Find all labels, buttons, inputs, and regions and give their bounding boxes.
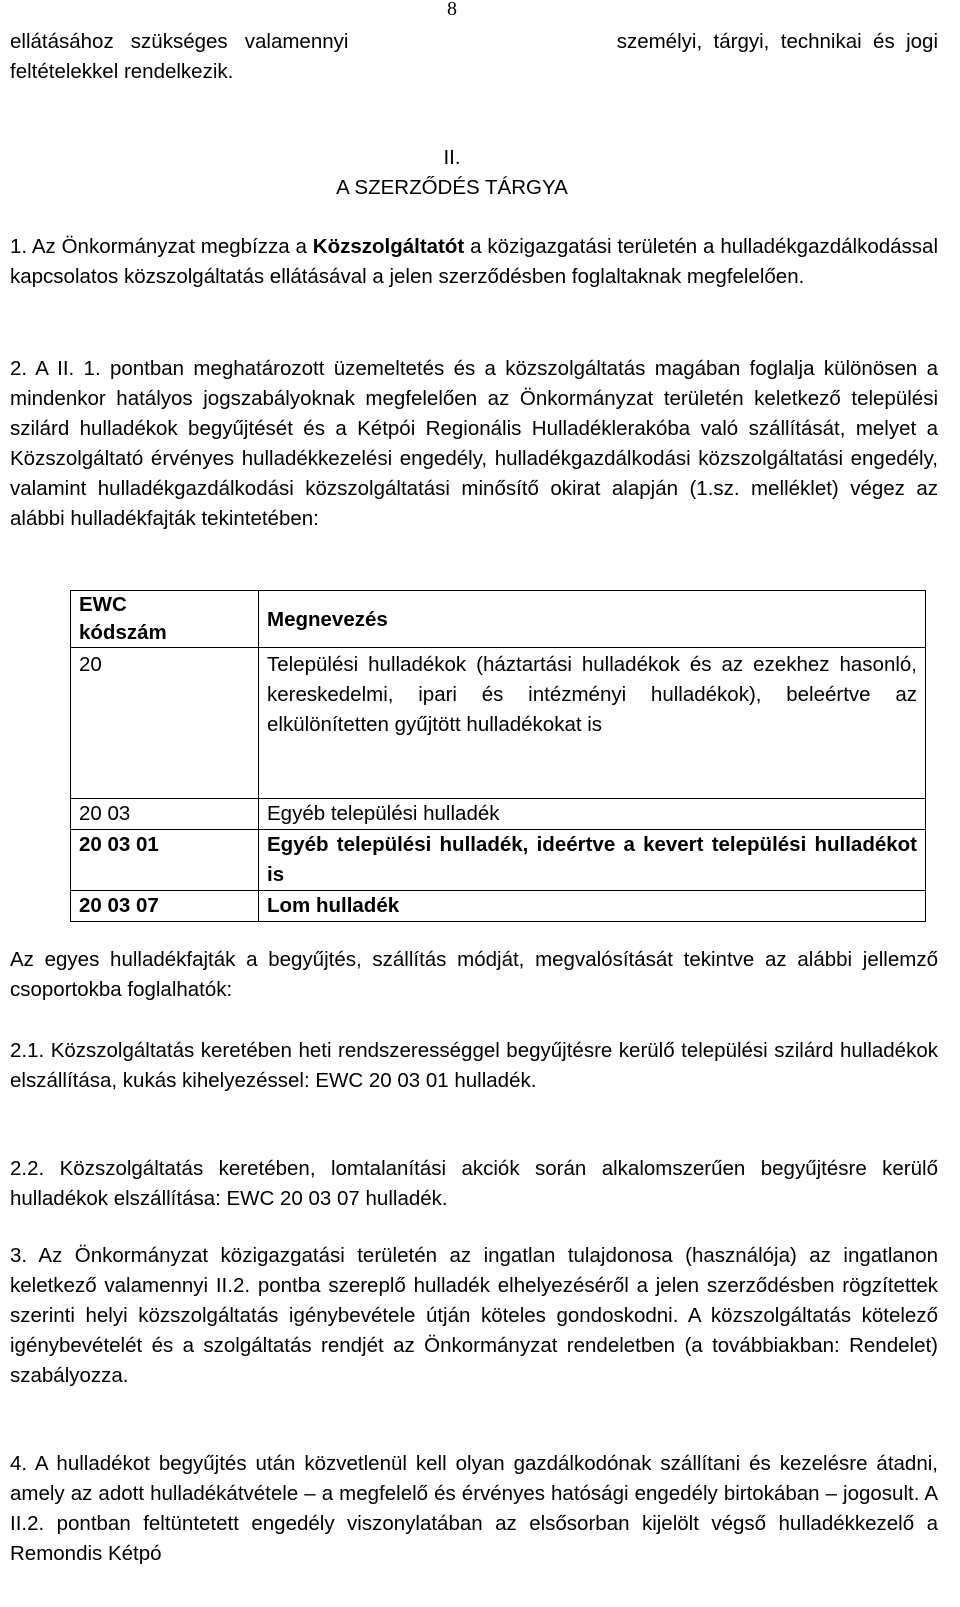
paragraph-7: 4. A hulladékot begyűjtés után közvetlenül kell olyan gazdálkodónak szállítani és kezelésre átadni, amely az adott hulladékátvétele – a megfelelő és érvényes hatósági engedély birtokában – jogosult. A II.2. pontban feltüntetett engedély viszonylatában az elsősorban kijelölt végső hulladékkezelő a Remondis Kétpó <box>10 1452 938 1565</box>
paragraph-6: 3. Az Önkormányzat közigazgatási területén az ingatlan tulajdonosa (használója) az ingatlanon keletkező valamennyi II.2. pontba szereplő hulladék elhelyezéséről a jelen szerződésben rögzítettek szerinti helyi közszolgáltatás igénybevétele útján köteles gondoskodni. A közszolgáltatás kötelező igénybevételét és a szolgáltatás rendjét az Önkormányzat rendeletben (a továbbiakban: Rendelet) szabályozza. <box>10 1244 938 1387</box>
paragraph-1 <box>10 232 938 292</box>
header-code-line1: EWC <box>79 593 127 616</box>
section-number: II. <box>443 146 461 169</box>
row-name: Egyéb települési hulladék, ideértve a kevert települési hulladékot is <box>259 830 926 891</box>
paragraph-1-start: 1. Az Önkormányzat megbízza a <box>10 235 313 258</box>
header-code <box>71 591 259 648</box>
table-row <box>71 799 926 830</box>
paragraph-4: 2.1. Közszolgáltatás keretében heti rendszerességgel begyűjtésre kerülő települési szilárd hulladékok elszállítása, kukás kihelyezéssel: EWC 20 03 01 hulladék. <box>10 1039 938 1092</box>
paragraph-5: 2.2. Közszolgáltatás keretében, lomtalanítási akciók során alkalomszerűen begyűjtésre kerülő hulladékok elszállítása: EWC 20 03 07 hulladék. <box>10 1157 938 1210</box>
intro-line-2: feltételekkel rendelkezik. <box>10 60 234 83</box>
header-name: Megnevezés <box>259 591 926 648</box>
paragraph-1-end: a közigazgatási területén a hulladékgazdálkodással kapcsolatos közszolgáltatás ellátásával a jelen szerződésben foglaltaknak megfelelően. <box>10 235 938 288</box>
row-code: 20 03 07 <box>71 891 259 922</box>
section-title: A SZERZŐDÉS TÁRGYA <box>336 176 568 199</box>
paragraph-1-bold: Közszolgáltatót <box>312 235 465 258</box>
page-number: 8 <box>447 0 457 20</box>
ewc-table <box>70 590 926 922</box>
row-code: 20 <box>71 648 259 799</box>
row-name: Egyéb települési hulladék <box>259 799 926 830</box>
header-code-line2: kódszám <box>79 621 167 644</box>
row-code: 20 03 <box>71 799 259 830</box>
row-name: Lom hulladék <box>259 891 926 922</box>
row-name: Települési hulladékok (háztartási hulladékok és az ezekhez hasonló, kereskedelmi, ipari és intézményi hulladékok), beleértve az elkülönítetten gyűjtött hulladékokat is <box>259 648 926 799</box>
intro-line-1-left: ellátásához szükséges valamennyi <box>10 30 349 53</box>
row-code: 20 03 01 <box>71 830 259 891</box>
intro-line-1-right: személyi, tárgyi, technikai és jogi <box>616 30 938 53</box>
table-row <box>71 830 926 891</box>
table-row <box>71 891 926 922</box>
table-header-row <box>71 591 926 648</box>
table-row <box>71 648 926 799</box>
intro-line-1 <box>10 27 938 57</box>
paragraph-2: 2. A II. 1. pontban meghatározott üzemeltetés és a közszolgáltatás magában foglalja különösen a mindenkor hatályos jogszabályoknak megfelelően az Önkormányzat területén keletkező települési szilárd hulladékok begyűjtését és a Kétpói Regionális Hulladéklerakóba való szállítását, melyet a Közszolgáltató érvényes hulladékkezelési engedély, hulladékgazdálkodási közszolgáltatási engedély, valamint hulladékgazdálkodási közszolgáltatási minősítő okirat alapján (1.sz. melléklet) végez az alábbi hulladékfajták tekintetében: <box>10 357 938 530</box>
paragraph-3: Az egyes hulladékfajták a begyűjtés, szállítás módját, megvalósítását tekintve az alábbi jellemző csoportokba foglalhatók: <box>10 948 938 1001</box>
